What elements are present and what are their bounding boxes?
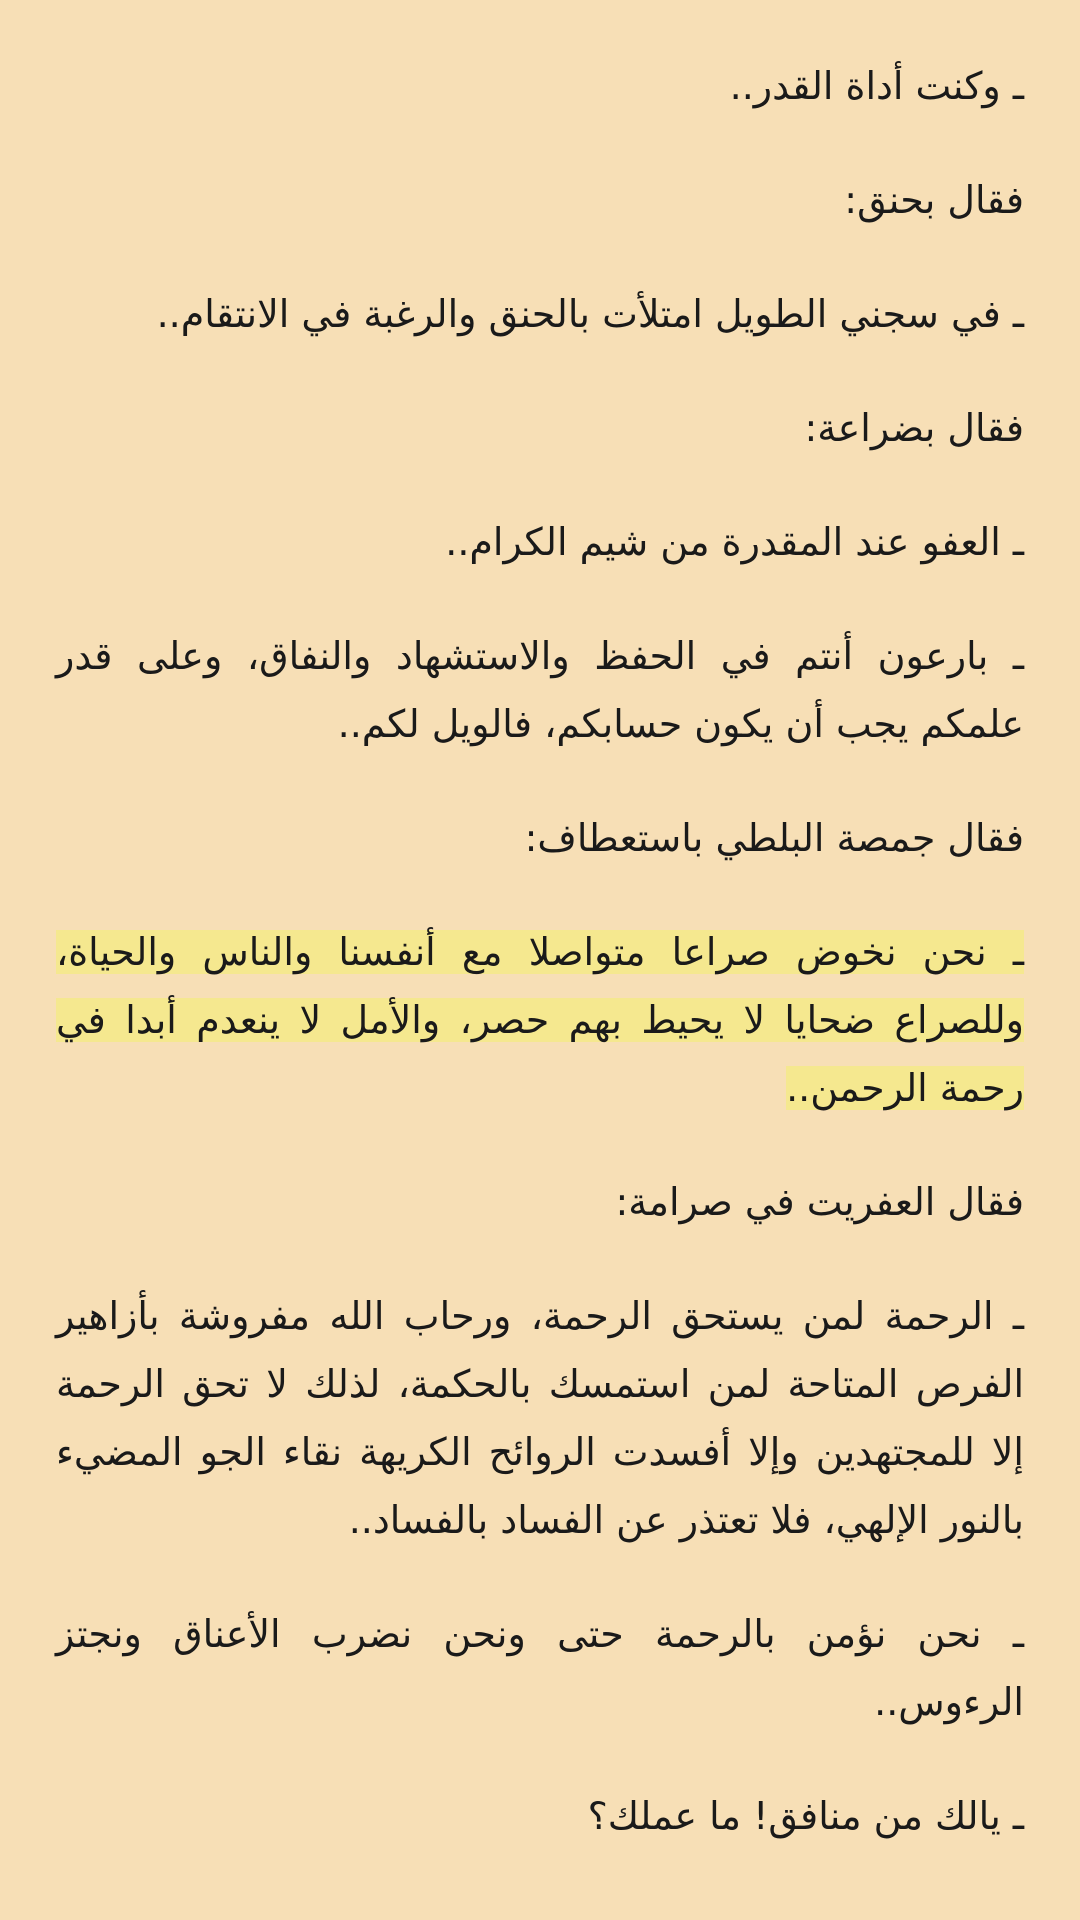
highlighted-paragraph: [56, 918, 1024, 1122]
paragraph: [56, 622, 1024, 758]
paragraph-text: فقال بضراعة:: [804, 406, 1024, 450]
paragraph-text: فقال بحنق:: [844, 178, 1024, 222]
paragraph: [56, 1168, 1024, 1236]
paragraph: [56, 508, 1024, 576]
paragraph-text: فقال جمصة البلطي باستعطاف:: [524, 816, 1024, 860]
paragraph: [56, 52, 1024, 120]
paragraph-text: ـ بارعون أنتم في الحفظ والاستشهاد والنفاق، وعلى قدر علمكم يجب أن يكون حسابكم، فالويل لكم..: [56, 634, 1024, 746]
paragraph: [56, 1782, 1024, 1850]
paragraph: [56, 804, 1024, 872]
paragraph: [56, 166, 1024, 234]
paragraph-text: ـ يالك من منافق! ما عملك؟: [587, 1794, 1024, 1838]
paragraph: [56, 280, 1024, 348]
highlighted-text[interactable]: ـ نحن نخوض صراعا متواصلا مع أنفسنا والناس والحياة، وللصراع ضحايا لا يحيط بهم حصر، والأمل لا ينعدم أبدا في رحمة الرحمن..: [56, 930, 1024, 1110]
paragraph: [56, 1282, 1024, 1554]
paragraph-text: ـ وكنت أداة القدر..: [729, 64, 1024, 108]
paragraph: [56, 1600, 1024, 1736]
paragraph-text: ـ في سجني الطويل امتلأت بالحنق والرغبة في الانتقام..: [156, 292, 1024, 336]
paragraph-text: ـ نحن نؤمن بالرحمة حتى ونحن نضرب الأعناق ونجتز الرءوس..: [56, 1612, 1024, 1724]
paragraph: [56, 394, 1024, 462]
paragraph-text: فقال العفريت في صرامة:: [615, 1180, 1024, 1224]
paragraph-text: ـ الرحمة لمن يستحق الرحمة، ورحاب الله مفروشة بأزاهير الفرص المتاحة لمن استمسك بالحكمة، لذلك لا تحق الرحمة إلا للمجتهدين وإلا أفسدت الروائح الكريهة نقاء الجو المضيء بالنور الإلهي، فلا تعتذر عن الفساد بالفساد..: [56, 1294, 1024, 1542]
paragraph-text: ـ العفو عند المقدرة من شيم الكرام..: [445, 520, 1024, 564]
